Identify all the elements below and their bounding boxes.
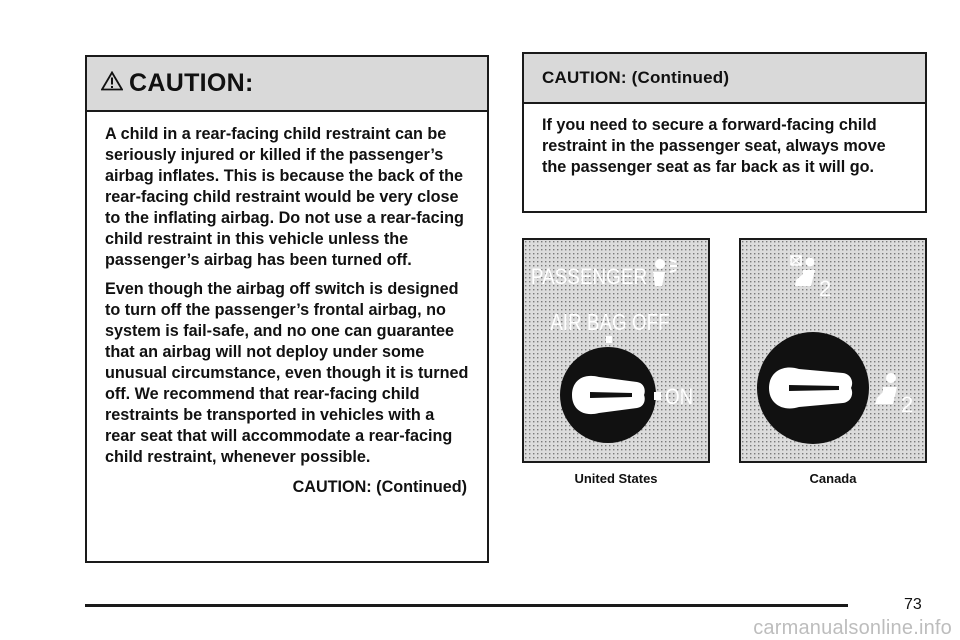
- caution-header: [87, 57, 487, 112]
- caution-body: [87, 112, 487, 498]
- caution-continued-label: CAUTION: (Continued): [292, 478, 467, 496]
- us-airbag-switch-illustration: [522, 238, 710, 463]
- off-indicator-light: [606, 336, 612, 343]
- caution-continued-body: [524, 104, 925, 178]
- caution-title: CAUTION:: [129, 69, 254, 97]
- on-label: ON: [665, 385, 694, 410]
- airbag-off-label: AIR BAG OFF: [550, 310, 670, 336]
- page-number: 73: [904, 596, 922, 613]
- seat-position-digit: 2: [819, 276, 832, 301]
- figure-caption-us: United States: [574, 471, 658, 486]
- caution-continued-header: CAUTION: (Continued): [524, 54, 925, 104]
- canada-airbag-switch-illustration: [739, 238, 927, 463]
- on-indicator-light: [654, 392, 661, 400]
- caution-box: [85, 55, 489, 563]
- watermark: carmanualsonline.info: [753, 617, 952, 639]
- caution-paragraph: Even though the airbag off switch is designed to turn off the passenger’s frontal airbag, no system is fail-safe, and no one can guarantee that an airbag will not deploy under some unusual circumstance, even though it is turned off. We recommend that rear-facing child restraints be transported in vehicles with a rear seat that will accommodate a rear-facing child restraint, whenever possible.: [105, 280, 469, 466]
- caution-paragraph: A child in a rear-facing child restraint can be seriously injured or killed if the passenger’s airbag inflates. This is because the back of the rear-facing child restraint would be very close to the inflating airbag. Do not use a rear-facing child restraint in this vehicle unless the passenger’s airbag has been turned off.: [105, 125, 464, 269]
- warning-triangle-icon: [101, 71, 123, 96]
- footer-rule: [85, 604, 848, 607]
- seat-position-digit: 2: [901, 392, 914, 417]
- caution-paragraph: If you need to secure a forward-facing child restraint in the passenger seat, always move the passenger seat as far back as it will go.: [542, 116, 886, 176]
- figure-caption-canada: Canada: [809, 471, 857, 486]
- caution-continued-box: [522, 52, 927, 213]
- passenger-label: PASSENGER: [530, 264, 648, 290]
